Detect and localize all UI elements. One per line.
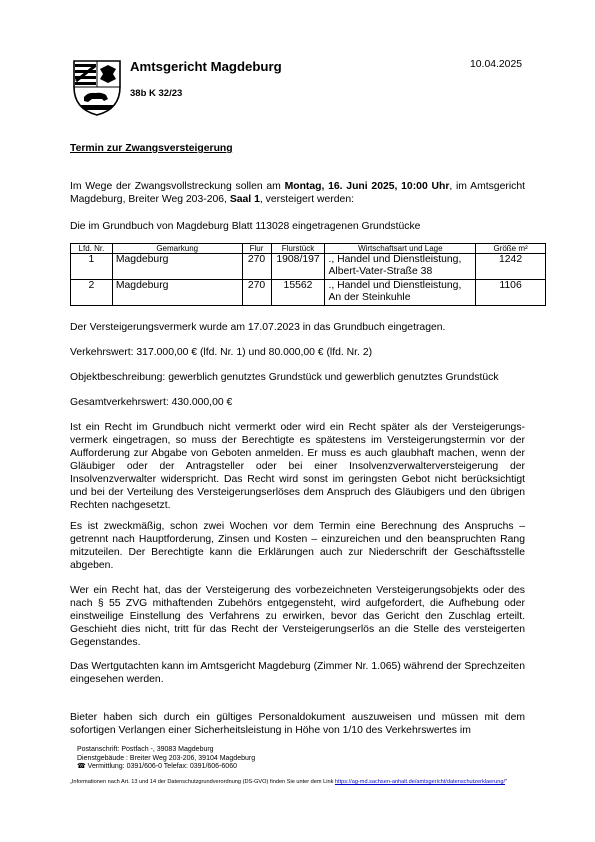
wer-paragraph: Wer ein Recht hat, das der Versteigerung des vorbezeichneten Versteigerungsobjekts oder des nach § 55 ZVG mithaftenden Zubehörs entgegensteht, wird aufgefordert, die Aufhebung oder einstweilige Einstellung des Verfahrens zu erwirken, bevor das Gericht den Zuschlag erteilt. Geschieht dies nicht, tritt für das Recht der Versteigerungserlös an die Stelle des versteigerten Gegenstandes. <box>70 585 525 648</box>
auction-room: Saal 1 <box>229 194 260 205</box>
document-date: 10.04.2025 <box>470 59 523 70</box>
wertgutachten-paragraph: Das Wertgutachten kann im Amtsgericht Magdeburg (Zimmer Nr. 1.065) während der Sprechzeiten eingesehen werden. <box>70 661 525 685</box>
col-header-lage: Wirtschaftsart und Lage <box>325 244 476 254</box>
bieter-paragraph: Bieter haben sich durch ein gültiges Personaldokument auszuweisen und müssen mit dem sofortigen Verlangen einer Sicherheitsleistung in Höhe von 1/10 des Verkehrswertes im <box>70 712 525 736</box>
vermerk-line: Der Versteigerungsvermerk wurde am 17.07.2023 in das Grundbuch eingetragen. <box>70 322 446 333</box>
table-row <box>71 280 546 306</box>
coat-of-arms-icon <box>70 57 124 117</box>
document-heading: Termin zur Zwangsversteigerung <box>70 143 233 154</box>
zweck-paragraph: Es ist zweckmäßig, schon zwei Wochen vor dem Termin eine Berechnung des Anspruchs – getrennt nach Hauptforderung, Zinsen und Kosten – einzureichen und den beanspruchten Rang mitzuteilen. Der Berechtigte kann die Erklärungen auch zur Niederschrift der Geschäftsstelle abgeben. <box>70 521 525 571</box>
cell-groesse: 1106 <box>476 280 546 306</box>
cell-flurstueck: 15562 <box>271 280 325 306</box>
grundbuch-line: Die im Grundbuch von Magdeburg Blatt 113028 eingetragenen Grundstücke <box>70 221 421 232</box>
privacy-link[interactable]: https://ag-md.sachsen-anhalt.de/amtsgericht/datenschutzerklaerung/ <box>334 779 506 785</box>
intro-text-1: Im Wege der Zwangsvollstreckung sollen am <box>70 181 285 192</box>
case-number: 38b K 32/23 <box>130 88 183 99</box>
cell-lage-line2: Albert-Vater-Straße 38 <box>328 266 433 277</box>
col-header-gemarkung: Gemarkung <box>112 244 242 254</box>
verkehrswert-line: Verkehrswert: 317.000,00 € (lfd. Nr. 1) und 80.000,00 € (lfd. Nr. 2) <box>70 347 373 358</box>
cell-lage-line2: An der Steinkuhle <box>328 292 411 303</box>
col-header-groesse: Größe m² <box>476 244 546 254</box>
footer-postanschrift: Postanschrift: Postfach -, 39083 Magdeburg <box>77 746 214 753</box>
privacy-note-end: " <box>505 779 508 785</box>
privacy-note-text: „Informationen nach Art. 13 und 14 der Datenschutzgrundverordnung (DS-GVO) finden Sie unter dem Link <box>70 779 335 785</box>
cell-lage <box>325 280 476 306</box>
footer-contact <box>77 746 255 772</box>
cell-flur: 270 <box>242 280 271 306</box>
cell-nr: 2 <box>71 280 113 306</box>
cell-gemarkung: Magdeburg <box>112 280 242 306</box>
col-header-flur: Flur <box>242 244 271 254</box>
intro-text-3: , versteigert werden: <box>259 194 354 205</box>
cell-flur: 270 <box>242 254 271 280</box>
cell-lage-line1: ., Handel und Dienstleistung, <box>328 254 462 265</box>
auction-date-time: Montag, 16. Juni 2025, 10:00 Uhr <box>284 181 450 192</box>
intro-text-2: , im Amtsgericht Magdeburg, Breiter Weg 203-206, <box>70 181 525 205</box>
footer-privacy-note <box>70 779 525 786</box>
gesamtverkehrswert-line: Gesamtverkehrswert: 430.000,00 € <box>70 397 233 408</box>
objektbeschreibung-line: Objektbeschreibung: gewerblich genutztes Grundstück und gewerblich genutztes Grundstück <box>70 372 499 383</box>
footer-dienstgebaeude: Dienstgebäude : Breiter Weg 203-206, 39104 Magdeburg <box>77 754 256 762</box>
col-header-flurstueck: Flurstück <box>271 244 325 254</box>
intro-paragraph <box>70 180 525 206</box>
parcel-table <box>70 243 546 306</box>
col-header-nr: Lfd. Nr. <box>71 244 113 254</box>
cell-lage-line1: ., Handel und Dienstleistung, <box>328 280 462 291</box>
recht-paragraph: Ist ein Recht im Grundbuch nicht vermerkt oder wird ein Recht später als der Versteigerungs-vermerk eingetragen, so muss der Berechtigte es spätestens im Versteigerungstermin vor der Aufforderung zur Abgabe von Geboten anmelden. Er muss es auch glaubhaft machen, wenn der Gläubiger oder der Antragsteller oder bei einer Insolvenzverwalterversteigerung der Insolvenzverwalter widerspricht. Das Recht wird sonst im geringsten Gebot nicht berücksichtigt und bei der Verteilung des Versteigerungserlöses dem Anspruch des Gläubigers und den übrigen Rechten nachgesetzt. <box>70 422 525 511</box>
cell-groesse: 1242 <box>476 254 546 280</box>
cell-gemarkung: Magdeburg <box>112 254 242 280</box>
cell-lage <box>325 254 476 280</box>
court-name: Amtsgericht Magdeburg <box>130 59 282 74</box>
footer-telefon: ☎ Vermittlung: 0391/606-0 Telefax: 0391/606-6060 <box>77 763 237 771</box>
cell-flurstueck: 1908/197 <box>271 254 325 280</box>
table-row <box>71 254 546 280</box>
cell-nr: 1 <box>71 254 113 280</box>
